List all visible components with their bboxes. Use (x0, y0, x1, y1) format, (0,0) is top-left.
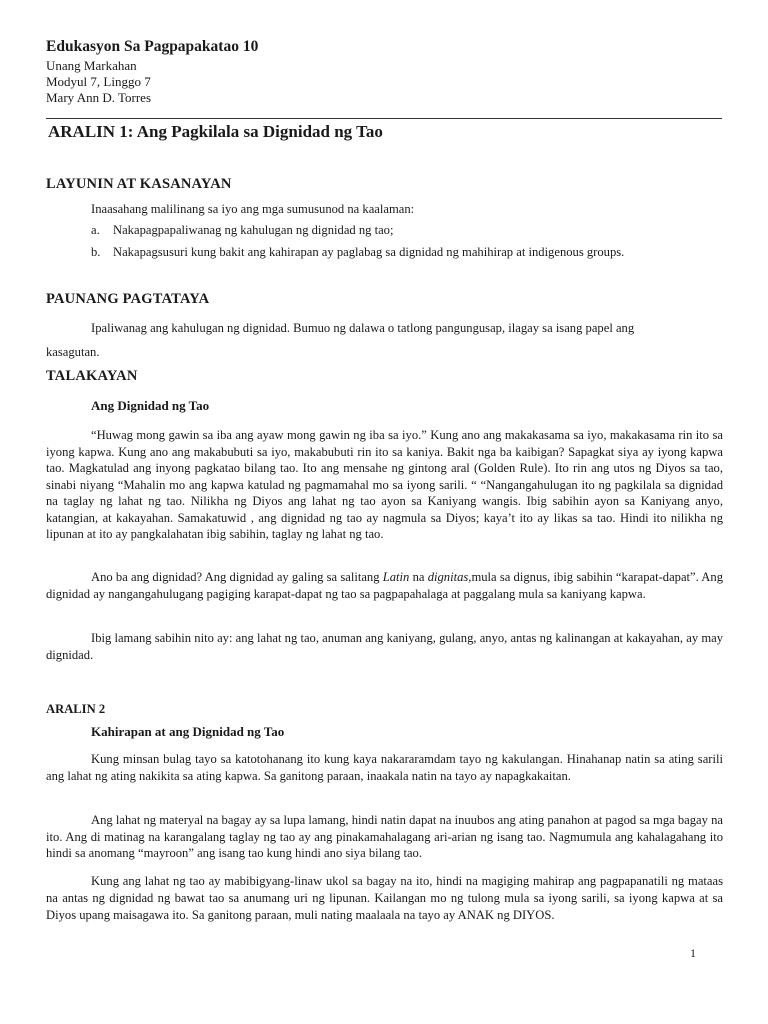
objectives-heading: LAYUNIN AT KASANAYAN (46, 176, 232, 192)
quarter-label: Unang Markahan (46, 58, 137, 73)
module-label: Modyul 7, Linggo 7 (46, 74, 151, 89)
p2-latin: Latin (382, 570, 410, 584)
objective-item-b (91, 244, 723, 261)
header-divider (46, 118, 722, 119)
discussion-paragraph-1: “Huwag mong gawin sa iba ang ayaw mong gawin ng iba sa iyo.” Kung ano ang makakasama sa iyo, makakasama rin ito sa iyong kapwa. Kung ano ang makabubuti sa iyo, makabubuti rin ito sa kaniya. Bakit nga ba kaibigan? Sapagkat siya ay iyong kapwa tao. Magkatulad ang inyong pagkatao bilang tao. Ito ang mensahe ng gintong aral (Golden Rule). Ito rin ang utos ng Diyos sa tao, sinabi niyang “Mahalin mo ang kapwa katulad ng pagmamahal mo sa iyong sarili. “ “Nangangahulugan ito ng pagkilala sa dignidad na taglay ng lahat ng tao. Nilikha ng Diyos ang lahat ng tao ayon sa Kaniyang wangis. Ibig sabihin ayon sa Kaniyang anyo, katangian, at kakayahan. Samakatuwid , ang dignidad ng tao ay nagmula sa Diyos; kaya’t ito ay likas sa tao. Hindi ito nilikha ng lipunan at ito ay pangkalahatan ibig sabihin, taglay ng lahat ng tao. (46, 428, 723, 541)
pretest-instruction-line2: kasagutan. (46, 345, 100, 359)
pretest-heading: PAUNANG PAGTATAYA (46, 291, 210, 307)
list-marker: b. (91, 245, 101, 259)
lesson2-paragraph-1: Kung minsan bulag tayo sa katotohanang ito kung kaya nakararamdam tayo ng kakulangan. Hinahanap natin sa ating sarili ang lahat ng ating nakikita sa ating kapwa. Sa ganitong paraan, inaakala natin na tayo ay napagkakaitan. (46, 752, 723, 783)
list-text: Nakapagpapaliwanag ng kahulugan ng dignidad ng tao; (113, 223, 394, 237)
discussion-paragraph-2 (46, 569, 723, 602)
p2-dignitas: dignitas, (427, 570, 472, 584)
p2-text-b: na (409, 570, 428, 584)
lesson2-paragraph-2: Ang lahat ng materyal na bagay ay sa lupa lamang, hindi natin dapat na inuubos ang ating panahon at pagod sa mga bagay na ito. Ang di matinag na karangalang taglay ng tao ay ang pinakamahalagang ari-arian ng isang tao. Nagmumula ang kahalagahang ito hindi sa anomang “mayroon” ang isang tao kung hindi ano siya bilang tao. (46, 813, 723, 860)
list-text: Nakapagsusuri kung bakit ang kahirapan ay paglabag sa dignidad ng mahihirap at indigenous groups. (113, 245, 625, 259)
pretest-instruction-line1: Ipaliwanag ang kahulugan ng dignidad. Bumuo ng dalawa o tatlong pangungusap, ilagay sa isang papel ang (91, 321, 635, 335)
objectives-intro: Inaasahang malilinang sa iyo ang mga sumusunod na kaalaman: (91, 202, 415, 216)
lesson1-title: ARALIN 1: Ang Pagkilala sa Dignidad ng Tao (48, 122, 383, 141)
page-number: 1 (690, 946, 696, 960)
discussion-heading: TALAKAYAN (46, 368, 138, 384)
objective-item-a (91, 222, 723, 239)
subject-title: Edukasyon Sa Pagpapakatao 10 (46, 38, 259, 55)
list-marker: a. (91, 223, 100, 237)
lesson2-subheading: Kahirapan at ang Dignidad ng Tao (91, 724, 285, 739)
discussion-paragraph-3: Ibig lamang sabihin nito ay: ang lahat ng tao, anuman ang kaniyang, gulang, anyo, antas ng kalinangan at kakayahan, ay may dignidad. (46, 631, 723, 662)
author-name: Mary Ann D. Torres (46, 90, 152, 105)
p2-text-a: Ano ba ang dignidad? Ang dignidad ay galing sa salitang (91, 570, 383, 584)
discussion-subheading: Ang Dignidad ng Tao (91, 398, 210, 413)
lesson2-paragraph-3: Kung ang lahat ng tao ay mabibigyang-linaw ukol sa bagay na ito, hindi na magiging mahirap ang pagpapanatili ng mataas na antas ng dignidad ng bawat tao sa anumang uri ng lipunan. Kailangan mo ng tulong mula sa iyong sarili, sa iyong kapwa at sa Diyos upang maisagawa ito. Sa ganitong paraan, muli nating maalaala na tayo ay ANAK ng DIYOS. (46, 874, 723, 922)
p2-text-c: mula sa dignus, ibig sabihin “karapat-dapat”. Ang dignidad ay nangangahulugang pagiging karapat-dapat ng tao sa pagpapahalaga at paggalang mula sa kaniyang kapwa. (46, 570, 723, 601)
lesson2-label: ARALIN 2 (46, 702, 106, 716)
